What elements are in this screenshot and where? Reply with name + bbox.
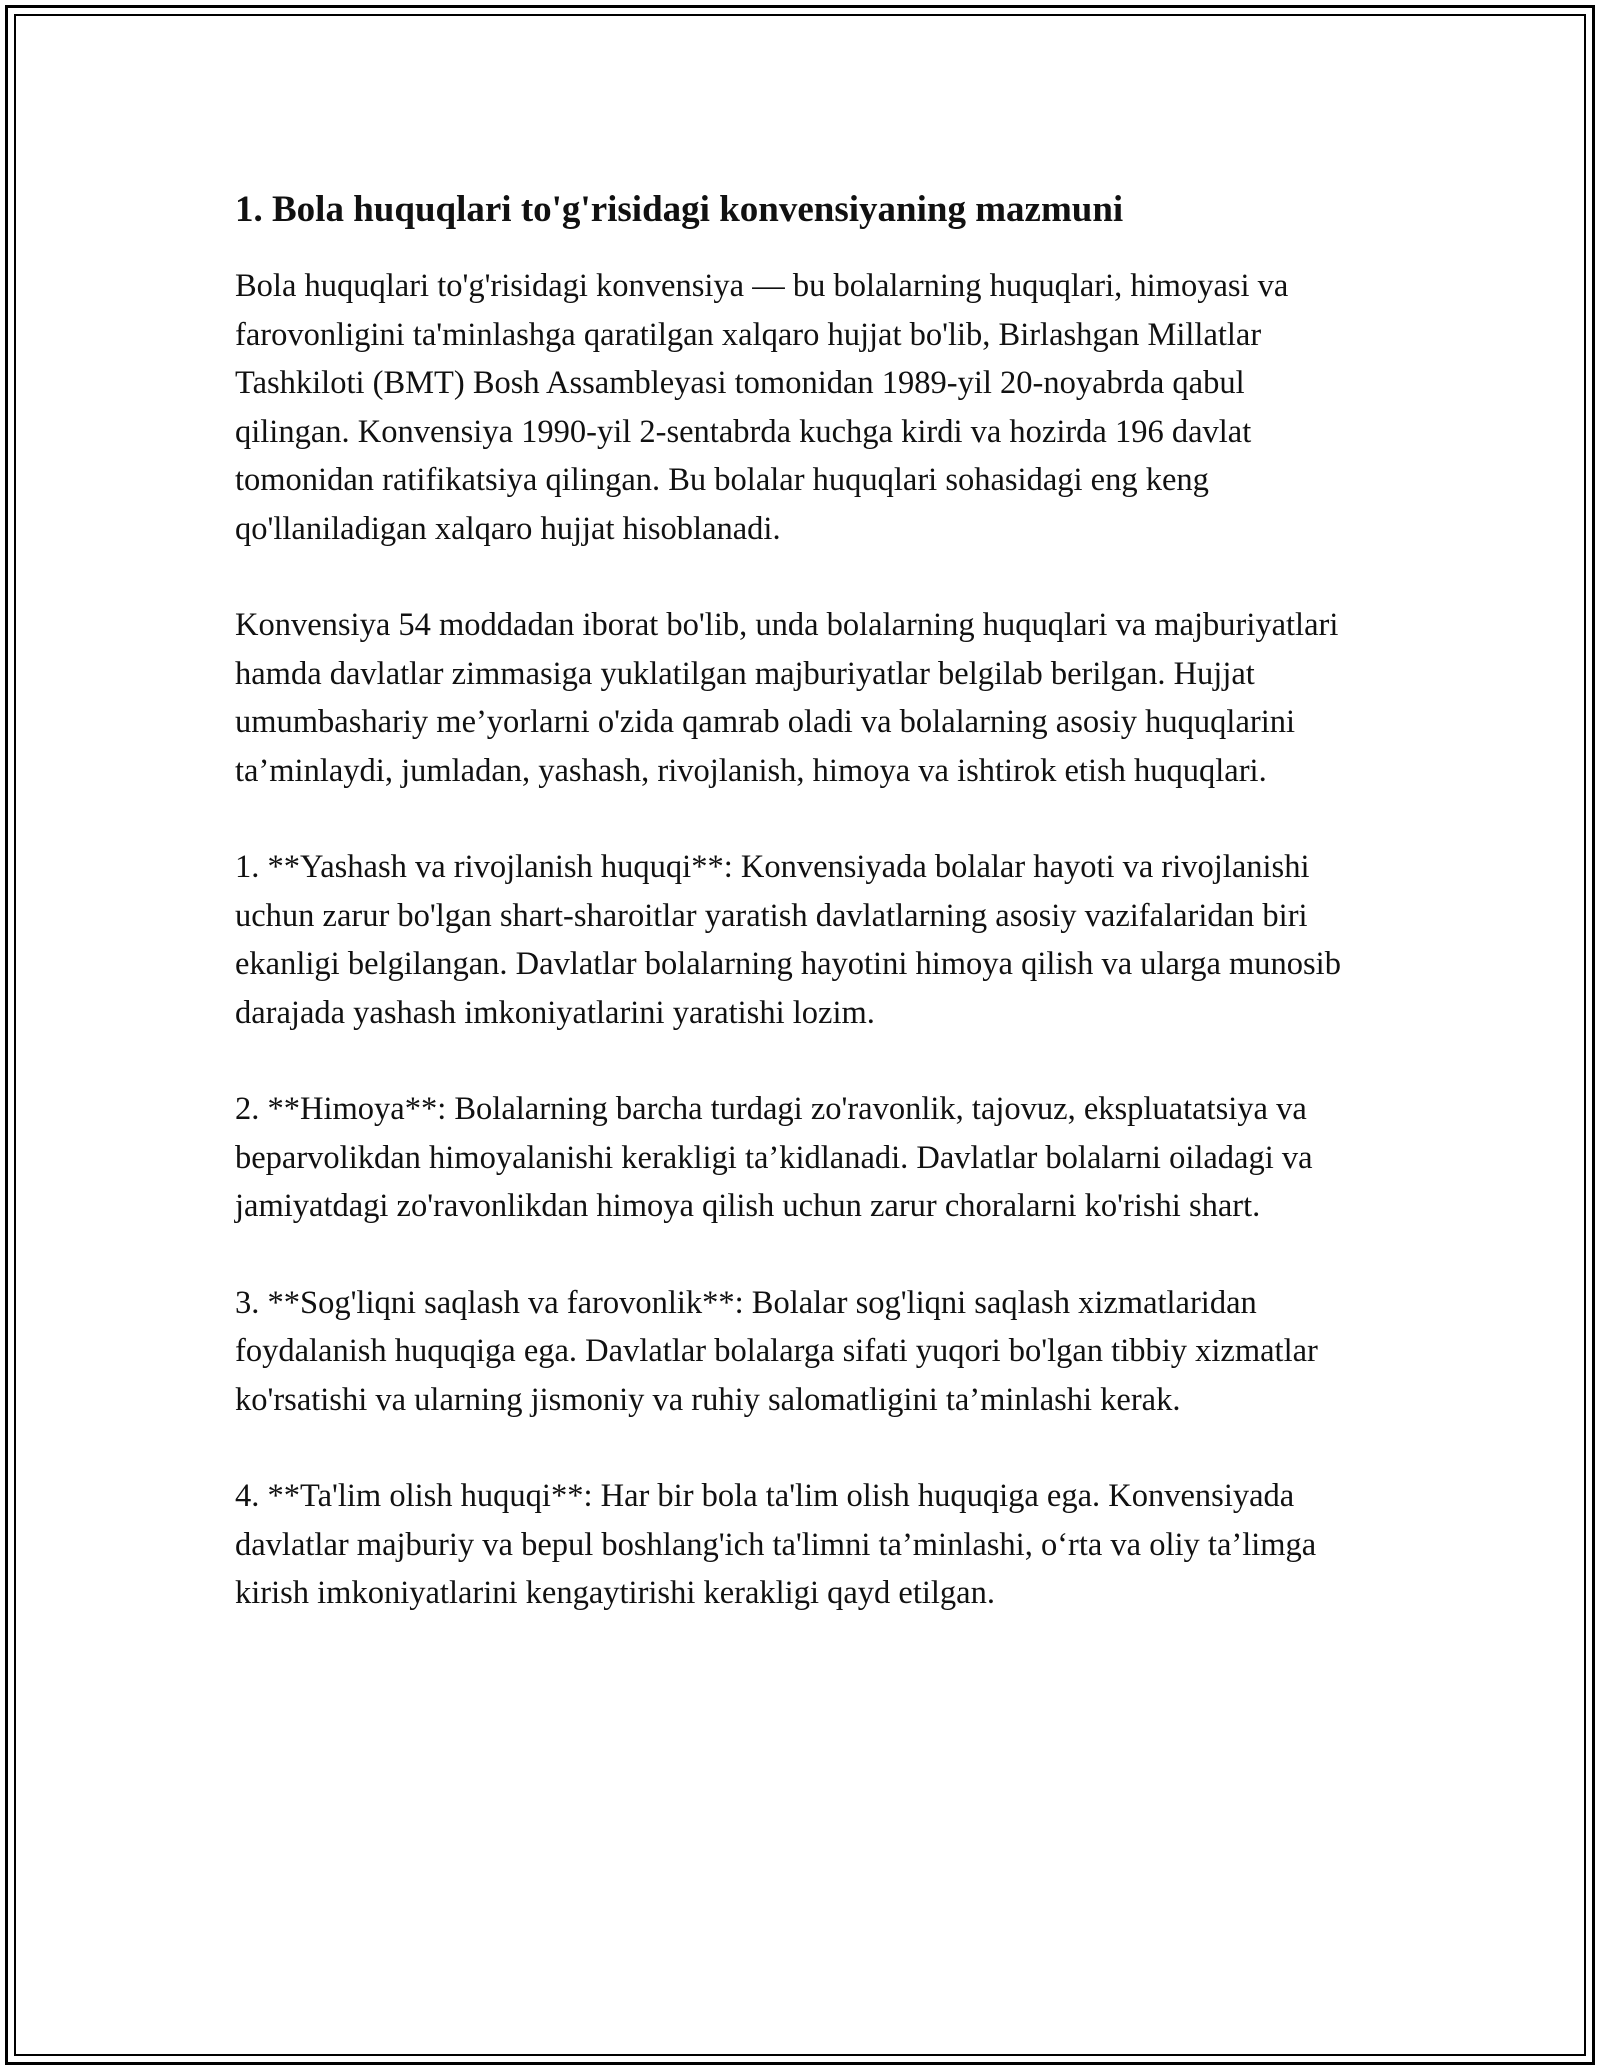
document-body: [235, 188, 1365, 1666]
structure-paragraph: Konvensiya 54 moddadan iborat bo'lib, unda bolalarning huquqlari va majburiyatlari hamda davlatlar zimmasiga yuklatilgan majburiyatlar belgilab berilgan. Hujjat umumbashariy me’yorlarni o'zida qamrab oladi va bolalarning asosiy huquqlarini ta’minlaydi, jumladan, yashash, rivojlanish, himoya va ishtirok etish huquqlari.: [235, 607, 1339, 789]
protection-paragraph: 2. **Himoya**: Bolalarning barcha turdagi zo'ravonlik, tajovuz, ekspluatatsiya va beparvolikdan himoyalanishi kerakligi ta’kidlanadi. Davlatlar bolalarni oiladagi va jamiyatdagi zo'ravonlikdan himoya qilish uchun zarur choralarni ko'rishi shart.: [235, 1091, 1313, 1224]
education-paragraph: 4. **Ta'lim olish huquqi**: Har bir bola ta'lim olish huquqiga ega. Konvensiyada davlatlar majburiy va bepul boshlang'ich ta'limni ta’minlashi, o‘rta va oliy ta’limga kirish imkoniyatlarini kengaytirishi kerakligi qayd etilgan.: [235, 1478, 1317, 1611]
document-title: 1. Bola huquqlari to'g'risidagi konvensiyaning mazmuni: [235, 189, 1124, 230]
intro-paragraph: Bola huquqlari to'g'risidagi konvensiya — bu bolalarning huquqlari, himoyasi va farovonligini ta'minlashga qaratilgan xalqaro hujjat bo'lib, Birlashgan Millatlar Tashkiloti (BMT) Bosh Assambleyasi tomonidan 1989-yil 20-noyabrda qabul qilingan. Konvensiya 1990-yil 2-sentabrda kuchga kirdi va hozirda 196 davlat tomonidan ratifikatsiya qilingan. Bu bolalar huquqlari sohasidagi eng keng qo'llaniladigan xalqaro hujjat hisoblanadi.: [235, 268, 1289, 547]
right-to-life-paragraph: 1. **Yashash va rivojlanish huquqi**: Konvensiyada bolalar hayoti va rivojlanishi uchun zarur bo'lgan shart-sharoitlar yaratish davlatlarning asosiy vazifalaridan biri ekanligi belgilangan. Davlatlar bolalarning hayotini himoya qilish va ularga munosib darajada yashash imkoniyatlarini yaratishi lozim.: [235, 849, 1341, 1031]
health-paragraph: 3. **Sog'liqni saqlash va farovonlik**: Bolalar sog'liqni saqlash xizmatlaridan foydalanish huquqiga ega. Davlatlar bolalarga sifati yuqori bo'lgan tibbiy xizmatlar ko'rsatishi va ularning jismoniy va ruhiy salomatligini ta’minlashi kerak.: [235, 1284, 1318, 1418]
